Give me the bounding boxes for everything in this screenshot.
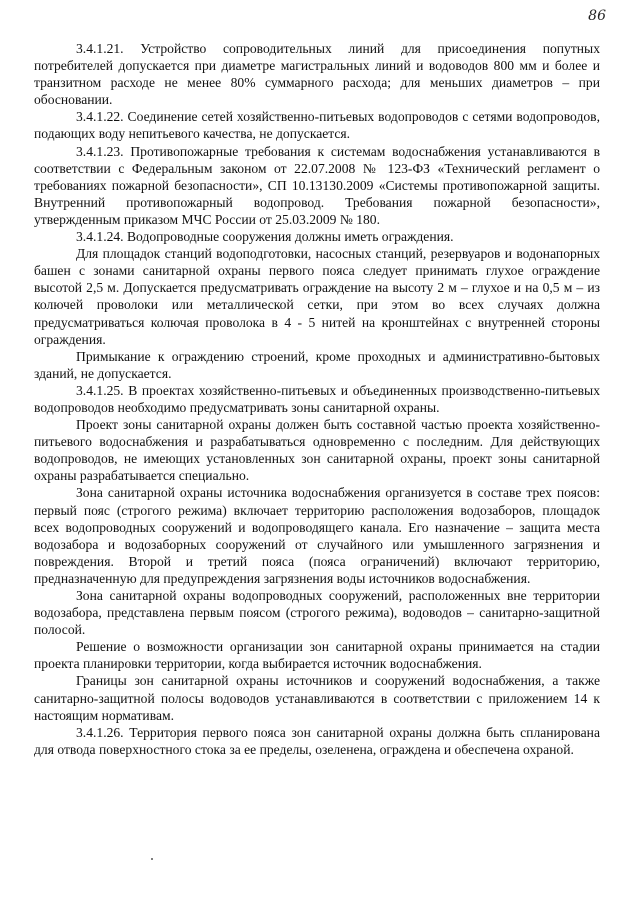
- paragraph-3-4-1-26: 3.4.1.26. Территория первого пояса зон санитарной охраны должна быть спланирована для отвода поверхностного стока за ее пределы, озеленена, ограждена и обеспечена охраной.: [34, 724, 600, 757]
- paragraph-zone-structures: Зона санитарной охраны водопроводных сооружений, расположенных вне территории водозабора, представлена первым поясом (строгого режима), водоводов – санитарно-защитной полосой.: [34, 588, 600, 638]
- paragraph-zone-boundaries: Границы зон санитарной охраны источников и сооружений водоснабжения, а также санитарно-защитной полосы водоводов устанавливаются в соответствии с приложением 14 к настоящим нормативам.: [34, 673, 600, 723]
- paragraph-fence-adjacency: Примыкание к ограждению строений, кроме проходных и административно-бытовых зданий, не допускается.: [34, 348, 600, 381]
- paragraph-zone-decision: Решение о возможности организации зон санитарной охраны принимается на стадии проекта планировки территории, когда выбирается источник водоснабжения.: [34, 639, 600, 672]
- page-number: 86: [588, 8, 606, 24]
- document-body: [34, 40, 600, 758]
- paragraph-zone-belts: Зона санитарной охраны источника водоснабжения организуется в составе трех поясов: первый пояс (строгого режима) включает территорию расположения водозаборов, площадок всех водопроводных сооружений и водопроводящего канала. Его назначение – защита места водозабора и водозаборных сооружений от случайного или умышленного загрязнения и повреждения. Второй и третий пояса (пояса ограничений) включают территорию, предназначенную для предупреждения загрязнения воды источников водоснабжения.: [34, 485, 600, 586]
- paragraph-3-4-1-25: 3.4.1.25. В проектах хозяйственно-питьевых и объединенных производственно-питьевых водопроводов необходимо предусматривать зоны санитарной охраны.: [34, 382, 600, 415]
- paragraph-3-4-1-21: 3.4.1.21. Устройство сопроводительных линий для присоединения попутных потребителей допускается при диаметре магистральных линий и водоводов 800 мм и более и транзитном расходе не менее 80% суммарного расхода; для меньших диаметров – при обосновании.: [34, 41, 600, 108]
- paragraph-3-4-1-22: 3.4.1.22. Соединение сетей хозяйственно-питьевых водопроводов с сетями водопроводов, подающих воду непитьевого качества, не допускается.: [34, 109, 600, 142]
- paragraph-3-4-1-23: 3.4.1.23. Противопожарные требования к системам водоснабжения устанавливаются в соответствии с Федеральным законом от 22.07.2008 № 123-ФЗ «Технический регламент о требованиях пожарной безопасности», СП 10.13130.2009 «Системы противопожарной защиты. Внутренний противопожарный водопровод. Требования пожарной безопасности», утвержденным приказом МЧС России от 25.03.2009 № 180.: [34, 143, 600, 227]
- paragraph-3-4-1-24: 3.4.1.24. Водопроводные сооружения должны иметь ограждения.: [76, 229, 454, 245]
- scan-speck: [151, 858, 153, 860]
- paragraph-zone-project: Проект зоны санитарной охраны должен быть составной частью проекта хозяйственно-питьевого водоснабжения и разрабатываться одновременно с последним. Для действующих водопроводов, не имеющих установленных зон санитарной охраны, проект зоны санитарной охраны разрабатывается специально.: [34, 417, 600, 484]
- paragraph-fence-requirements: Для площадок станций водоподготовки, насосных станций, резервуаров и водонапорных башен с зонами санитарной охраны первого пояса следует принимать глухое ограждение высотой 2,5 м. Допускается предусматривать ограждение на высоту 2 м – глухое и на 0,5 м – из колючей проволоки или металлической сетки, при этом во всех случаях должна предусматриваться колючая проволока в 4 - 5 нитей на кронштейнах с внутренней стороны ограждения.: [34, 246, 600, 347]
